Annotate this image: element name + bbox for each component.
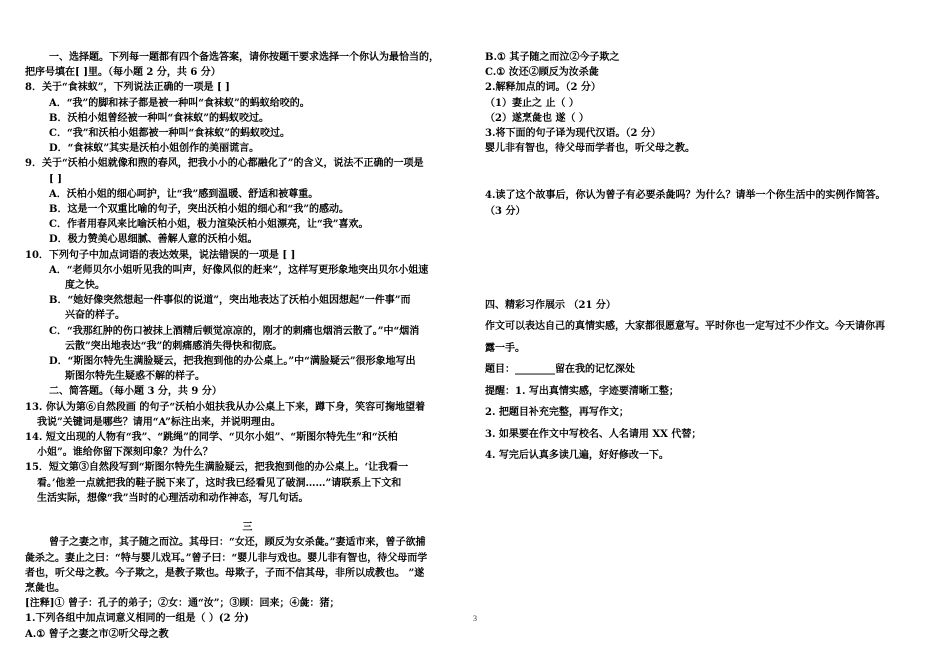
left-column — [25, 50, 470, 642]
writing-topic: 题目：________留在我的记忆深处 — [485, 364, 635, 376]
writing-intro: 作文可以表达自己的真情实感，大家都很愿意写。平时你也一定写过不少作文。今天请你再 — [485, 321, 885, 333]
classical-passage-line4: 烹彘也。 — [25, 582, 65, 594]
section2-title: 二、简答题。（每小题 3 分，共 9 分） — [49, 386, 222, 398]
q9-option-d: D．极力赞美心思细腻、善解人意的沃柏小姐。 — [49, 234, 258, 246]
classical-q1-option-a: A.① 曾子之妻之市②听父母之教 — [25, 628, 169, 640]
question-10: 10．下列句子中加点词语的表达效果，说法错误的一项是 [ ] — [25, 249, 296, 261]
right-column — [485, 50, 930, 467]
classical-q2-item2: （2）遂烹彘也 遂（ ） — [485, 112, 589, 124]
classical-q4: 4.读了这个故事后，你认为曾子有必要杀彘吗？为什么？请举一个你生活中的实例作简答。 — [485, 190, 886, 202]
classical-q2-item1: （1）妻止之 止（ ） — [485, 97, 579, 109]
q10-option-a: A．“老师贝尔小姐听见我的叫声，好像风似的赶来”，这样写更形象地突出贝尔小姐速 — [49, 264, 429, 276]
classical-q1: 1.下列各组中加点词意义相同的一组是（ ）(2 分) — [25, 613, 249, 625]
question-9: 9．关于“沃柏小姐就像和煦的春风，把我小小的心都融化了”的含义，说法不正确的一项是 — [25, 158, 424, 170]
section1-title: 一、选择题。下列每一题都有四个备选答案，请你按题干要求选择一个你认为最恰当的， — [49, 52, 439, 63]
q10-option-d: D．“斯图尔特先生满脸疑云，把我抱到他的办公桌上。”中“满脸疑云”很形象地写出 — [49, 356, 416, 368]
classical-q1-option-b: B.① 其子随之而泣②今子欺之 — [485, 52, 620, 63]
question-13: 13. 你认为第⑥自然段画 的句子“沃柏小姐扶我从办公桌上下来，蹲下身，笑容可掬地望着 — [25, 401, 426, 413]
writing-intro-cont: 露一手。 — [485, 342, 525, 354]
q9-option-b: B．这是一个双重比喻的句子，突出沃柏小姐的细心和“我”的感动。 — [49, 204, 349, 216]
question-8: 8．关于“食袜蚁”，下列说法正确的一项是 [ ] — [25, 82, 230, 94]
q8-option-b: B．沃柏小姐曾经被一种叫“食袜蚁”的蚂蚁咬过。 — [49, 112, 269, 124]
classical-passage-line2: 彘杀之。妻止之曰：“特与婴儿戏耳。”曾子曰：“婴儿非与戏也。婴儿非有智也，待父母而学 — [25, 552, 428, 564]
writing-tip-4: 4. 写完后认真多读几遍，好好修改一下。 — [485, 450, 669, 462]
q10-option-c: C．“我那红肿的伤口被抹上酒精后顿觉凉凉的，刚才的刺痛也烟消云散了。”中“烟消 — [49, 325, 420, 337]
question-15: 15．短文第③自然段写到“斯图尔特先生满脸疑云，把我抱到他的办公桌上。‘让我看一 — [25, 462, 409, 474]
question-14: 14. 短文出现的人物有“我”、“跳绳”的同学、“贝尔小姐”、“斯图尔特先生”和“沃柏 — [25, 432, 398, 444]
writing-tip-3: 3. 如果要在作文中写校名、人名请用 XX 代替； — [485, 428, 702, 440]
classical-passage-line3: 者也，听父母之教。今子欺之，是教子欺也。母欺子，子而不信其母，非所以成教也。 ”遂 — [25, 567, 425, 579]
q10-option-b-cont: 兴奋的样子。 — [65, 310, 125, 322]
writing-tip-1: 提醒：1. 写出真情实感，字迹要清晰工整； — [485, 385, 679, 397]
section3-title: 三 — [242, 522, 253, 534]
section1-title-cont: 把序号填在[ ]里。（每小题 2 分，共 6 分） — [25, 67, 221, 79]
classical-q1-option-c: C.① 汝还②顾反为汝杀彘 — [485, 67, 599, 79]
q10-option-a-cont: 度之快。 — [65, 280, 105, 292]
section4-title: 四、精彩习作展示 （21 分） — [485, 299, 616, 311]
q10-option-c-cont: 云散”突出地表达“我”的刺痛感消失得快和彻底。 — [65, 340, 283, 352]
q10-option-b: B．“她好像突然想起一件事似的说道”，突出地表达了沃柏小姐因想起“一件事”而 — [49, 295, 411, 307]
classical-q2: 2.解释加点的词。（2 分） — [485, 82, 601, 94]
q9-option-a: A．沃柏小姐的细心呵护，让“我”感到温暖、舒适和被尊重。 — [49, 188, 319, 200]
q9-bracket: [ ] — [49, 173, 62, 185]
question-14-cont: 小姐”。谁给你留下深刻印象？为什么？ — [37, 447, 213, 459]
classical-q3-sentence: 婴儿非有智也，待父母而学者也，听父母之教。 — [485, 143, 695, 155]
writing-tip-2: 2. 把题目补充完整，再写作文； — [485, 407, 629, 419]
question-15-cont: 看。’他差一点就把我的鞋子脱下来了，这时我已经看见了破洞……”请联系上下文和 — [37, 477, 402, 489]
question-13-cont: 我说”关键词是哪些？请用“A”标注出来，并说明理由。 — [37, 416, 281, 428]
passage-notes: [注释]① 曾子：孔子的弟子；②女：通“汝”；③顾：回来；④彘：猪； — [25, 598, 340, 610]
q10-option-d-cont: 斯图尔特先生疑惑不解的样子。 — [65, 371, 205, 383]
page-number: 3 — [473, 614, 477, 623]
q9-option-c: C．作者用春风来比喻沃柏小姐，极力渲染沃柏小姐漂亮，让“我”喜欢。 — [49, 219, 369, 231]
q8-option-a: A．“我”的脚和袜子都是被一种叫“食袜蚁”的蚂蚁给咬的。 — [49, 97, 310, 109]
classical-passage-line1: 曾子之妻之市，其子随之而泣。其母曰：“女还，顾反为女杀彘。”妻适市来，曾子欲捕 — [49, 537, 426, 549]
q8-option-d: D．“食袜蚁”其实是沃柏小姐创作的美丽谎言。 — [49, 143, 260, 155]
q8-option-c: C．“我”和沃柏小姐都被一种叫“食袜蚁”的蚂蚁咬过。 — [49, 128, 290, 140]
classical-q3: 3.将下面的句子译为现代汉语。（2 分） — [485, 128, 661, 140]
question-15-cont2: 生活实际，想像“我”当时的心理活动和动作神态，写几句话。 — [37, 492, 309, 504]
classical-q4-score: （3 分） — [485, 205, 526, 217]
